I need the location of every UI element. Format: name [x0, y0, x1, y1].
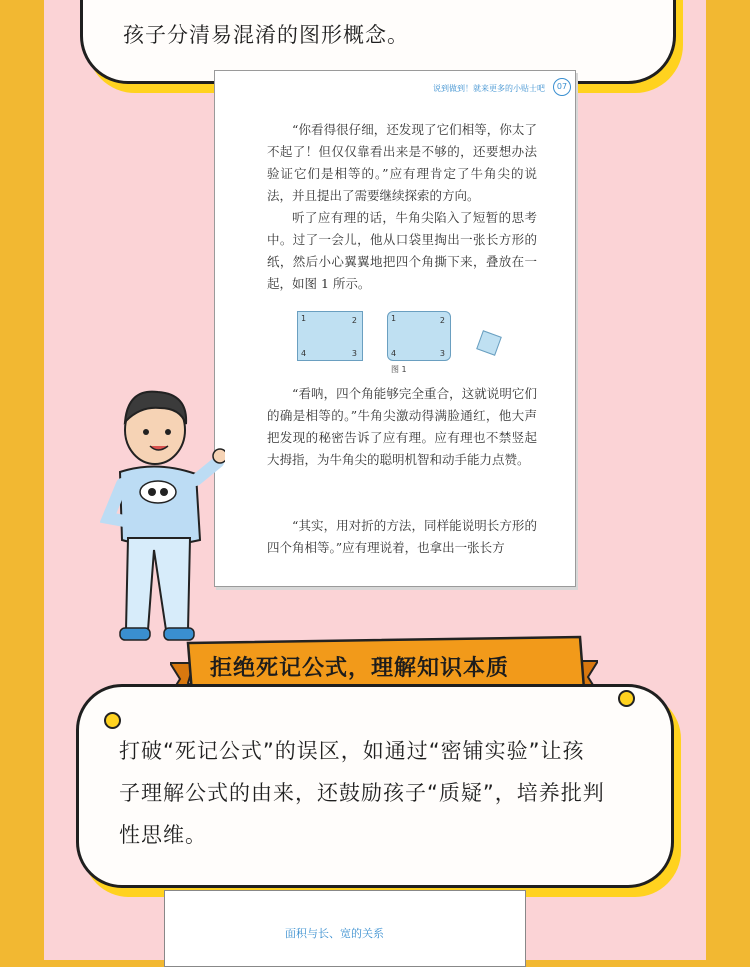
- bottom-bubble-line-3: 性思维。: [119, 823, 207, 847]
- top-bubble-cut-line: [119, 0, 639, 1]
- bottom-page-title: 面积与长、宽的关系: [285, 927, 384, 940]
- figure-torn-label-4: 4: [391, 349, 397, 358]
- bottom-speech-bubble: [76, 684, 674, 888]
- boy-illustration: [100, 380, 225, 660]
- figure-torn-label-2: 2: [439, 316, 445, 325]
- figure-stacked-corners: [476, 330, 502, 356]
- figure-torn-label-1: 1: [391, 314, 397, 323]
- decor-dot-right: [618, 690, 635, 707]
- figure-label-1: 1: [301, 314, 307, 323]
- paragraph-3: “看呐，四个角能够完全重合，这就说明它们的确是相等的。”牛角尖激动得满脸通红，他大声把发现的秘密告诉了应有理。应有理也不禁竖起大拇指，为牛角尖的聪明机智和动手能力点赞。: [267, 386, 537, 467]
- decor-dot-left: [104, 712, 121, 729]
- bottom-book-page: [164, 890, 526, 967]
- figure-label-3: 3: [351, 349, 357, 358]
- figure-rectangle: [297, 311, 363, 361]
- page-number: 07: [553, 78, 571, 96]
- figure-caption: 图 1: [391, 365, 407, 374]
- figure-label-4: 4: [301, 349, 307, 358]
- figure-label-2: 2: [351, 316, 357, 325]
- bottom-bubble-line-1: 打破“死记公式”的误区，如通过“密铺实验”让孩: [119, 739, 585, 763]
- top-bubble-text: 孩子分清易混淆的图形概念。: [123, 23, 409, 47]
- running-head: 说到做到！就来更多的小贴士吧: [433, 84, 545, 93]
- bottom-bubble-line-2: 子理解公式的由来，还鼓励孩子“质疑”，培养批判: [119, 781, 605, 805]
- paragraph-2: 听了应有理的话，牛角尖陷入了短暂的思考中。过了一会儿，他从口袋里掏出一张长方形的纸，然后小心翼翼地把四个角撕下来，叠放在一起，如图 1 所示。: [267, 210, 537, 291]
- figure-torn-rectangle: [387, 311, 451, 361]
- book-page: [214, 70, 576, 587]
- paragraph-4: “其实，用对折的方法，同样能说明长方形的四个角相等。”应有理说着，也拿出一张长方: [267, 518, 537, 555]
- paragraph-1: “你看得很仔细，还发现了它们相等，你太了不起了！但仅仅靠看出来是不够的，还要想办法验证它们是相等的。”应有理肯定了牛角尖的说法，并且提出了需要继续探索的方向。: [267, 122, 537, 203]
- banner-label: 拒绝死记公式，理解知识本质: [210, 656, 510, 681]
- figure-torn-label-3: 3: [439, 349, 445, 358]
